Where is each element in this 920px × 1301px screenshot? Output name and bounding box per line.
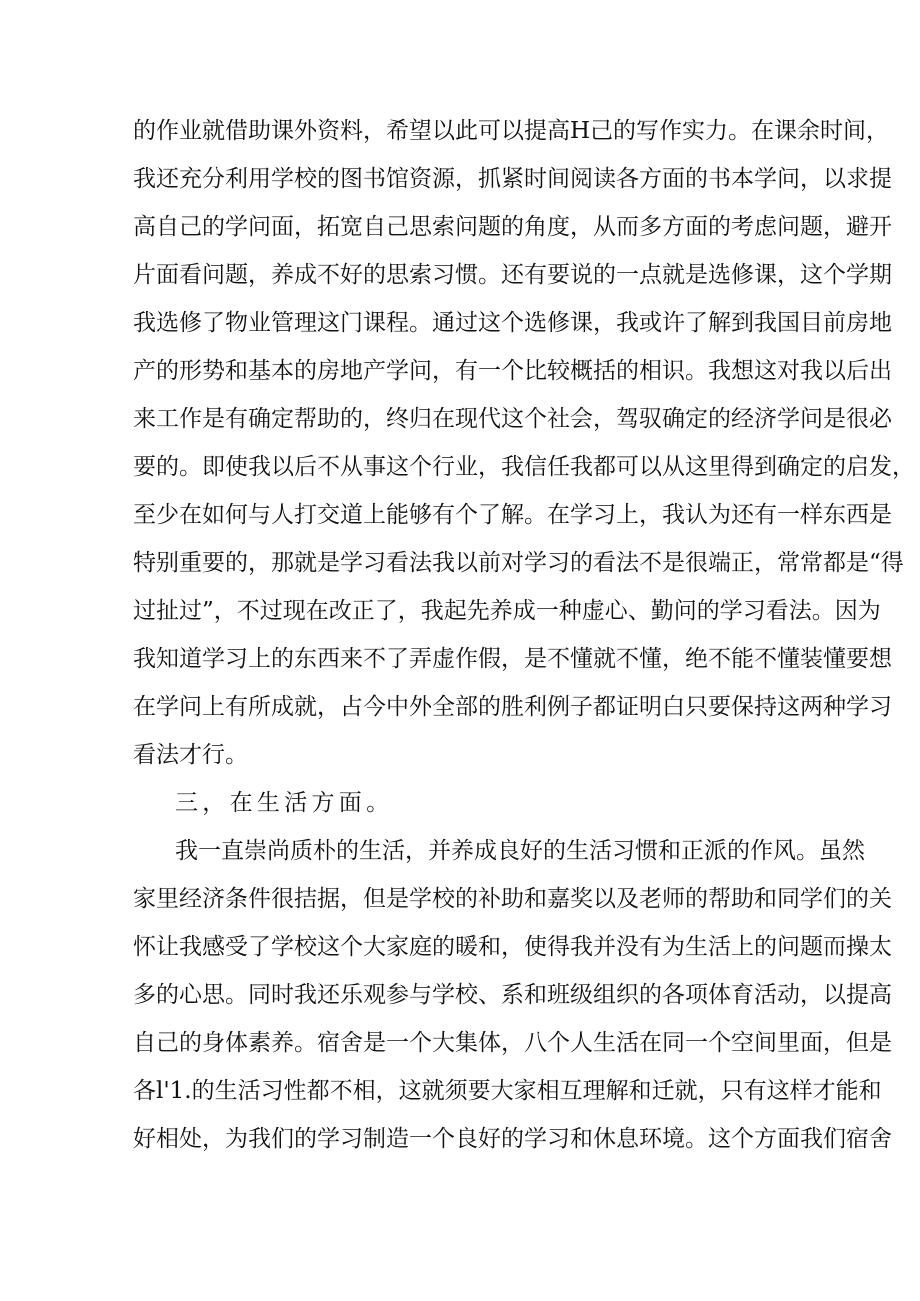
text-line: 我选修了物业管理这门课程。通过这个选修课，我或许了解到我国目前房地 (133, 310, 892, 336)
text-line: 来工作是有确定帮助的，终归在现代这个社会，驾驭确定的经济学问是很必 (133, 406, 892, 432)
document-page (133, 107, 915, 1163)
text-line: 自己的身体素养。宿舍是一个大集体，八个人生活在同一个空间里面，但是 (133, 1030, 892, 1056)
text-line: 好相处，为我们的学习制造一个良好的学习和休息环境。这个方面我们宿舍 (133, 1126, 892, 1152)
text-line: 特别重要的，那就是学习看法我以前对学习的看法不是很端正，常常都是“得 (133, 550, 904, 576)
text-line: 高自己的学问面，拓宽自己思索问题的角度，从而多方面的考虑问题，避开 (133, 214, 892, 240)
text-line: 过扯过”，不过现在改正了，我起先养成一种虚心、勤问的学习看法。因为 (133, 598, 881, 624)
text-line: 我还充分利用学校的图书馆资源，抓紧时间阅读各方面的书本学问，以求提 (133, 166, 892, 192)
text-line: 我一直崇尚质朴的生活，并养成良好的生活习惯和正派的作风。虽然 (175, 838, 865, 864)
paragraph-1 (133, 107, 915, 779)
text-line: 在学问上有所成就，占今中外全部的胜利例子都证明白只要保持这两种学习 (133, 694, 892, 720)
text-line: 产的形势和基本的房地产学问，有一个比较概括的相识。我想这对我以后出 (133, 358, 892, 384)
text-line: 的作业就借助课外资料，希望以此可以提高H己的写作实力。在课余时间， (133, 118, 890, 144)
text-line: 我知道学习上的东西来不了弄虚作假，是不懂就不懂，绝不能不懂装懂要想 (133, 646, 892, 672)
text-line: 家里经济条件很拮据，但是学校的补助和嘉奖以及老师的帮助和同学们的关 (133, 886, 892, 912)
text-line: 看法才行。 (133, 742, 248, 768)
section-heading (133, 779, 793, 827)
text-line: 片面看问题，养成不好的思索习惯。还有要说的一点就是选修课，这个学期 (133, 262, 892, 288)
heading-text: 三，在生活方面。 (175, 790, 394, 816)
text-line: 要的。即使我以后不从事这个行业，我信任我都可以从这里得到确定的启发， (133, 454, 915, 480)
text-line: 各l'1.的生活习性都不相，这就须要大家相互理解和迁就，只有这样才能和 (133, 1078, 882, 1104)
paragraph-2 (133, 827, 892, 1163)
text-line: 至少在如何与人打交道上能够有个了解。在学习上，我认为还有一样东西是 (133, 502, 892, 528)
text-line: 多的心思。同时我还乐观参与学校、系和班级组织的各项体育活动，以提高 (133, 982, 892, 1008)
text-line: 怀让我感受了学校这个大家庭的暖和，使得我并没有为生活上的问题而操太 (133, 934, 892, 960)
